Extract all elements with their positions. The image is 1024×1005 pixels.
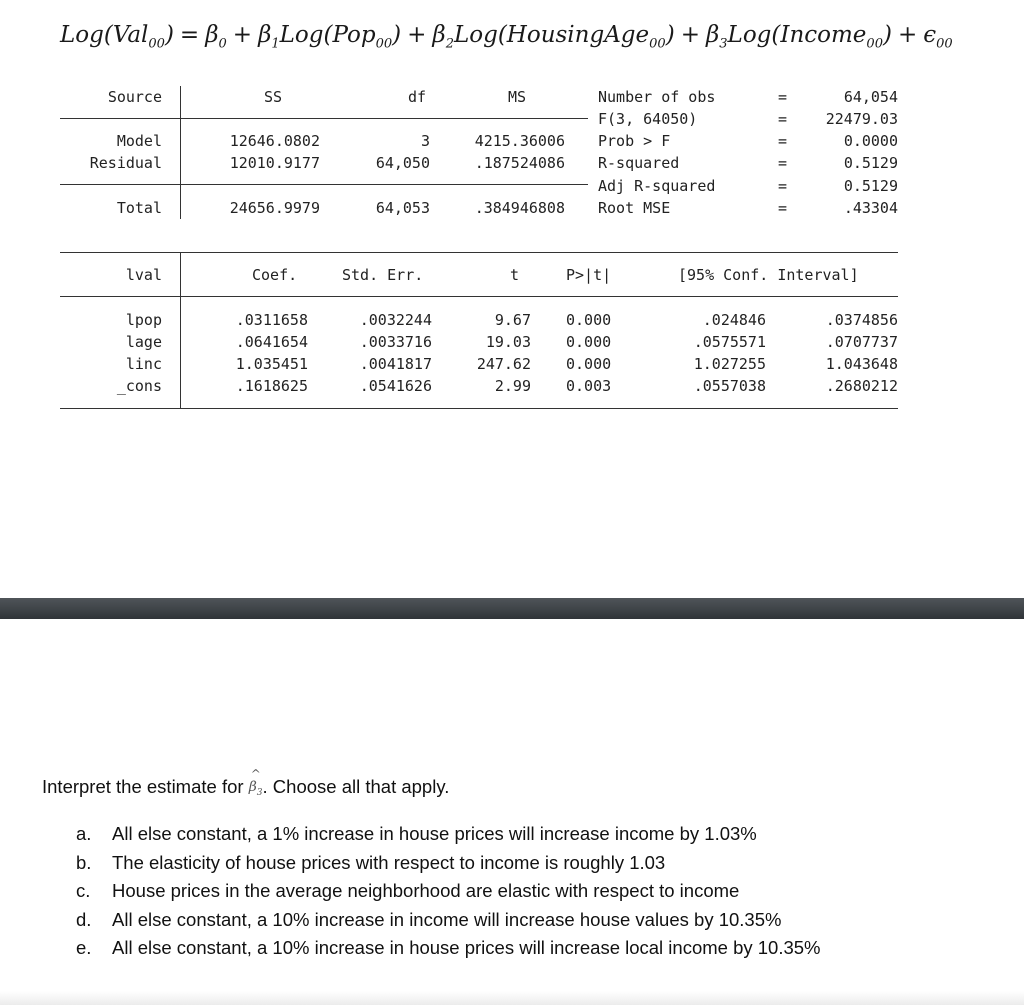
coef-header-se: Std. Err.	[342, 266, 424, 284]
eq-pop: Log(Pop	[279, 22, 376, 48]
option-text: All else constant, a 10% increase in income will increase house values by 10.35%	[112, 908, 782, 930]
eq-beta2-sub: 2	[445, 36, 454, 52]
option-text: The elasticity of house prices with respect to income is roughly 1.03	[112, 851, 666, 873]
coef-value: .1618625	[235, 377, 308, 395]
option-letter: a.	[76, 823, 92, 844]
stat-label: Prob > F	[598, 132, 671, 150]
stat-eq: =	[778, 88, 788, 106]
coef-t: 19.03	[485, 333, 531, 351]
coef-ci-low: .024846	[702, 311, 766, 329]
coef-var: linc	[125, 355, 162, 373]
stat-eq: =	[778, 154, 788, 172]
stat-label: F(3, 64050)	[598, 110, 698, 128]
anova-total-df: 64,053	[375, 199, 430, 217]
stat-label: R-squared	[598, 154, 680, 172]
coef-value: 1.035451	[235, 355, 308, 373]
anova-header-ss: SS	[264, 88, 283, 106]
stat-eq: =	[778, 177, 788, 195]
eq-error: ϵ	[923, 22, 937, 48]
coef-ci-low: .0575571	[693, 333, 766, 351]
beta3-hat	[248, 779, 263, 798]
regression-equation: $Log(Val_{00}) = \beta_0 + \beta_1Log(Pop_{00})$ + $\beta_2Log(HousingAge_{00})$ + $\beta_3Log(Income_{00}) + \epsilon_{00}$	[60, 22, 953, 52]
eq-beta1: β	[258, 22, 272, 48]
question-suffix: . Choose all that apply.	[262, 776, 450, 797]
stat-value: 0.5129	[843, 154, 898, 172]
anova-total-rule	[60, 184, 588, 185]
coef-t: 2.99	[494, 377, 531, 395]
anova-total-source: Total	[116, 199, 162, 217]
eq-lhs: Log(Val	[60, 22, 149, 48]
question-prefix: Interpret the estimate for	[42, 776, 244, 797]
anova-row-ms: 4215.36006	[474, 132, 565, 150]
answer-options	[76, 820, 821, 963]
option-text: All else constant, a 1% increase in house prices will increase income by 1.03%	[112, 823, 757, 844]
eq-error-sub: 00	[936, 36, 953, 52]
anova-vertical-rule	[180, 86, 181, 219]
coef-ci-low: 1.027255	[693, 355, 766, 373]
option-text: All else constant, a 10% increase in house prices will increase local income by 10.35%	[112, 937, 821, 958]
eq-beta3: β	[705, 22, 720, 48]
stat-label: Number of obs	[598, 88, 716, 106]
eq-inc-sub: 00	[866, 36, 883, 52]
stat-label: Root MSE	[598, 199, 671, 217]
option-a[interactable]	[76, 820, 821, 849]
coef-se: .0032244	[359, 311, 432, 329]
option-c[interactable]	[76, 877, 821, 906]
option-letter: b.	[76, 851, 92, 873]
eq-beta1-sub: 1	[271, 36, 280, 52]
coef-bottom-rule	[60, 408, 898, 409]
anova-header-rule	[60, 118, 588, 119]
coef-t: 9.67	[494, 311, 531, 329]
coef-ci-high: .0707737	[825, 333, 898, 351]
section-divider	[0, 598, 1024, 619]
coef-se: .0033716	[359, 333, 432, 351]
anova-total-ms: .384946808	[474, 199, 565, 217]
question-prompt	[42, 776, 449, 800]
stat-label: Adj R-squared	[598, 177, 716, 195]
anova-row-ms: .187524086	[474, 154, 565, 172]
coef-ci-high: .2680212	[825, 377, 898, 395]
stat-eq: =	[778, 199, 788, 217]
anova-table	[0, 0, 1024, 420]
coef-header-var: lval	[125, 266, 162, 284]
coef-top-rule	[60, 252, 898, 253]
eq-pop-sub: 00	[375, 36, 393, 52]
eq-beta0: β	[205, 22, 219, 48]
coef-header-coef: Coef.	[252, 266, 298, 284]
anova-header-df: df	[408, 88, 427, 106]
stat-eq: =	[778, 132, 788, 150]
eq-beta2: β	[432, 22, 446, 48]
coef-ci-high: .0374856	[825, 311, 898, 329]
anova-row-ss: 12010.9177	[229, 154, 320, 172]
coef-ci-low: .0557038	[693, 377, 766, 395]
anova-row-df: 3	[420, 132, 430, 150]
stat-value: 22479.03	[825, 110, 898, 128]
coef-t: 247.62	[476, 355, 531, 373]
coef-se: .0541626	[359, 377, 432, 395]
anova-row-df: 64,050	[375, 154, 430, 172]
stat-value: 64,054	[843, 88, 898, 106]
eq-beta3-sub: 3	[719, 36, 728, 52]
bottom-edge	[0, 991, 1024, 1005]
option-letter: c.	[76, 880, 91, 901]
coef-ci-high: 1.043648	[825, 355, 898, 373]
beta-subscript: 3	[256, 787, 263, 798]
coef-header-rule	[60, 296, 898, 297]
eq-age-sub: 00	[649, 36, 666, 52]
coef-header-p: P>|t|	[566, 266, 612, 284]
coef-var: lage	[125, 333, 162, 351]
coef-p: 0.000	[566, 311, 612, 329]
coef-value: .0311658	[235, 311, 308, 329]
option-letter: e.	[76, 937, 92, 958]
anova-row-ss: 12646.0802	[229, 132, 320, 150]
anova-row-source: Model	[116, 132, 162, 150]
option-b[interactable]	[76, 849, 821, 878]
coef-p: 0.003	[566, 377, 612, 395]
coef-vertical-rule	[180, 253, 181, 409]
stat-value: 0.5129	[843, 177, 898, 195]
option-e[interactable]	[76, 934, 821, 963]
coef-var: lpop	[125, 311, 162, 329]
coef-se: .0041817	[359, 355, 432, 373]
coef-header-ci: [95% Conf. Interval]	[678, 266, 859, 284]
stat-value: .43304	[843, 199, 898, 217]
eq-lhs-sub: 00	[148, 36, 165, 52]
coef-var: _cons	[116, 377, 162, 395]
coef-p: 0.000	[566, 355, 612, 373]
coef-header-t: t	[510, 266, 520, 284]
anova-header-source: Source	[107, 88, 162, 106]
coef-value: .0641654	[235, 333, 308, 351]
eq-beta0-sub: 0	[218, 36, 227, 52]
option-text: House prices in the average neighborhood are elastic with respect to income	[112, 880, 740, 901]
beta-symbol: β	[248, 779, 257, 795]
anova-row-source: Residual	[89, 154, 162, 172]
eq-age: Log(HousingAge	[453, 22, 650, 48]
stat-value: 0.0000	[843, 132, 898, 150]
eq-inc: Log(Income	[727, 22, 867, 48]
option-letter: d.	[76, 908, 92, 930]
option-d[interactable]	[76, 906, 821, 935]
stat-eq: =	[778, 110, 788, 128]
coef-p: 0.000	[566, 333, 612, 351]
anova-header-ms: MS	[508, 88, 527, 106]
anova-total-ss: 24656.9979	[229, 199, 320, 217]
